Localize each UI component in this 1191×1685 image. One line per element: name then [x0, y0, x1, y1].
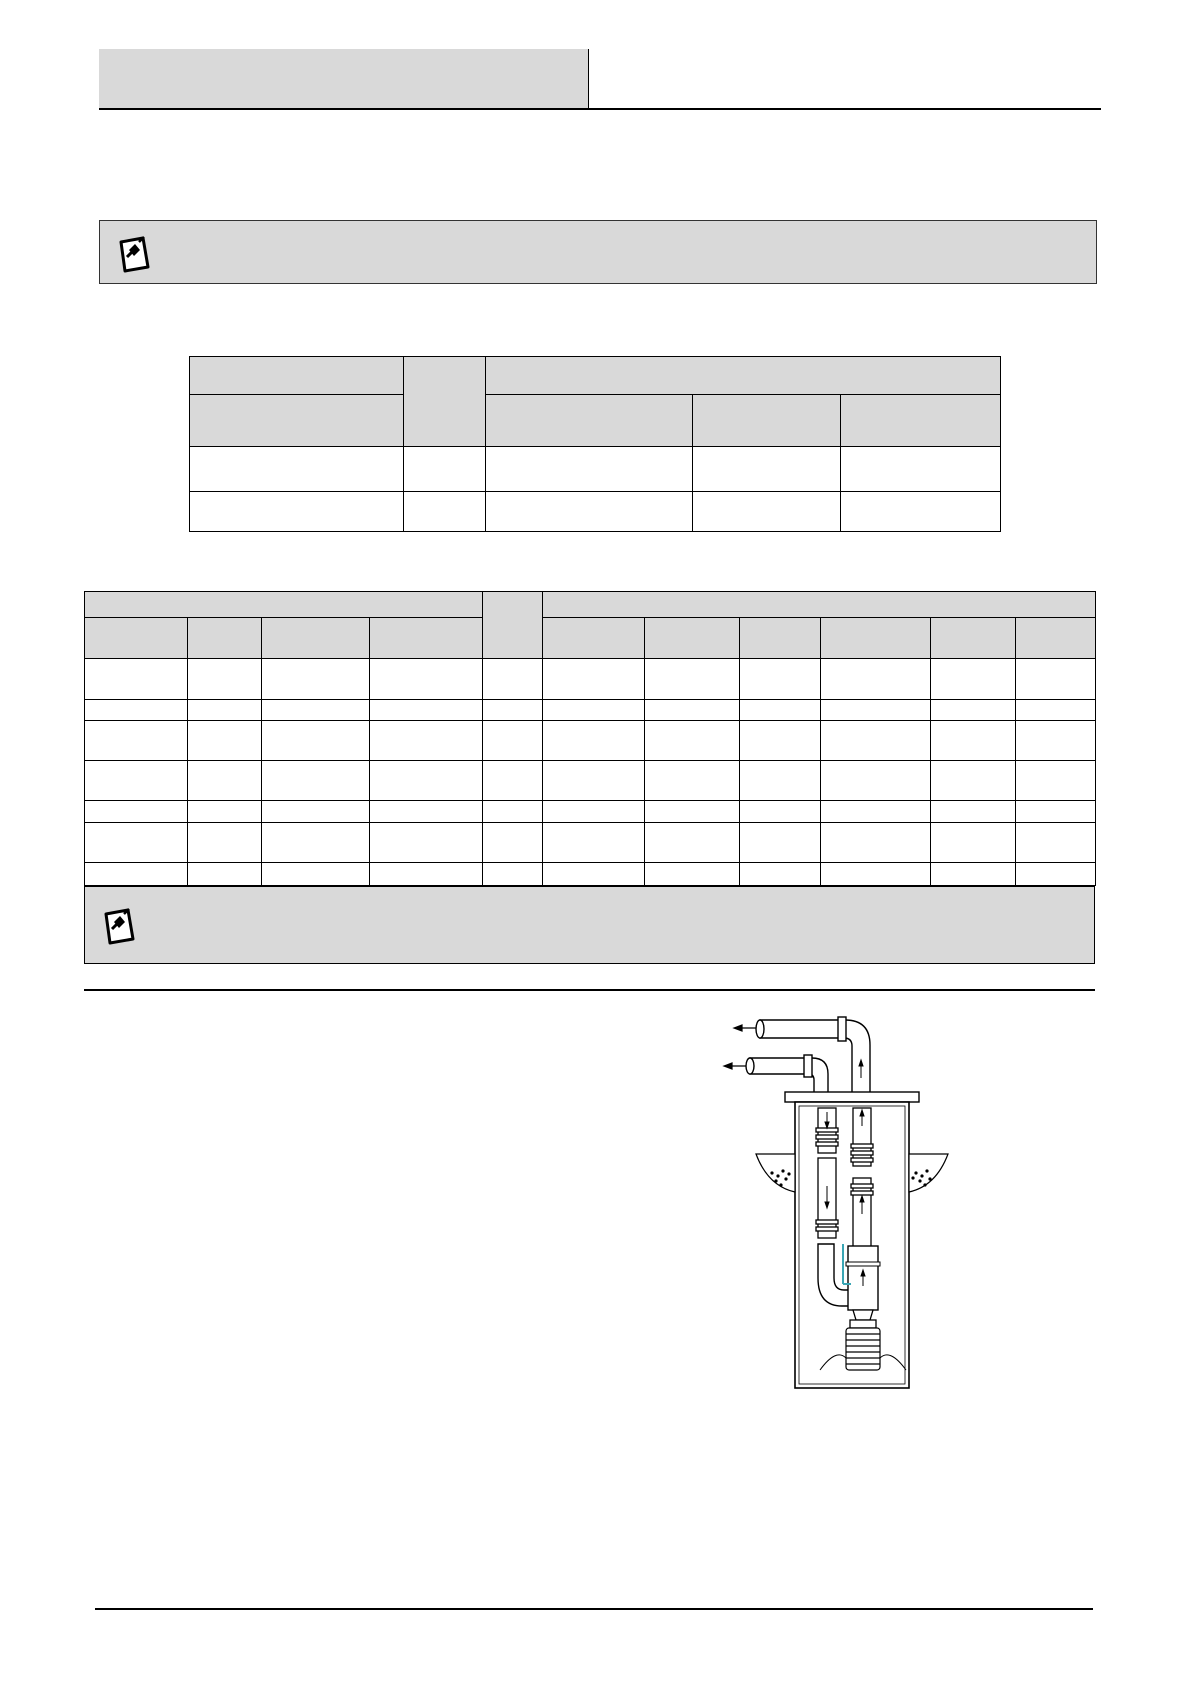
table-cell — [370, 823, 483, 863]
table-cell — [645, 700, 740, 721]
table-cell — [543, 823, 645, 863]
table-1-header-row-1 — [190, 357, 1001, 395]
table-cell — [262, 721, 370, 761]
table-cell — [821, 721, 931, 761]
table-cell — [1016, 823, 1096, 863]
table-2-header-cell — [543, 592, 1096, 618]
table-cell — [543, 761, 645, 801]
table-cell — [543, 659, 645, 700]
table-cell — [821, 863, 931, 886]
table-2 — [84, 591, 1096, 886]
table-2-header-cell — [645, 618, 740, 659]
table-cell — [188, 863, 262, 886]
table-cell — [931, 823, 1016, 863]
table-cell — [262, 823, 370, 863]
table-cell — [483, 721, 543, 761]
table-cell — [262, 659, 370, 700]
table-1-header-cell — [693, 395, 841, 447]
table-2-header-cell — [931, 618, 1016, 659]
table-cell — [85, 761, 188, 801]
table-row — [190, 492, 1001, 532]
table-2-header-cell — [188, 618, 262, 659]
table-cell — [1016, 721, 1096, 761]
table-cell — [188, 700, 262, 721]
table-cell — [543, 721, 645, 761]
table-cell — [645, 863, 740, 886]
table-cell — [85, 721, 188, 761]
table-cell — [693, 447, 841, 492]
table-2-header-cell — [85, 618, 188, 659]
table-1-header-cell — [841, 395, 1001, 447]
table-2-header-cell — [262, 618, 370, 659]
table-cell — [85, 659, 188, 700]
table-cell — [370, 659, 483, 700]
table-cell — [188, 801, 262, 823]
table-cell — [931, 801, 1016, 823]
table-cell — [483, 761, 543, 801]
table-1 — [189, 356, 1001, 532]
table-cell — [188, 761, 262, 801]
table-2-header-cell — [85, 592, 483, 618]
table-cell — [404, 492, 486, 532]
header-title-box — [99, 49, 589, 108]
table-2-header-cell — [370, 618, 483, 659]
table-1-header-cell — [404, 357, 486, 447]
table-cell — [262, 761, 370, 801]
table-1-header-cell — [486, 357, 1001, 395]
table-cell — [1016, 801, 1096, 823]
table-cell — [190, 447, 404, 492]
table-cell — [190, 492, 404, 532]
table-cell — [821, 801, 931, 823]
table-cell — [404, 447, 486, 492]
table-row — [85, 863, 1096, 886]
table-cell — [483, 700, 543, 721]
note-box-top — [99, 220, 1097, 284]
table-cell — [543, 863, 645, 886]
table-row — [85, 761, 1096, 801]
table-cell — [85, 823, 188, 863]
table-cell — [85, 863, 188, 886]
footer-rule — [95, 1608, 1093, 1610]
table-cell — [370, 721, 483, 761]
table-cell — [645, 721, 740, 761]
table-cell — [262, 700, 370, 721]
table-cell — [693, 492, 841, 532]
table-cell — [821, 700, 931, 721]
table-cell — [740, 721, 821, 761]
table-1-header-cell — [486, 395, 693, 447]
table-2-header-cell — [1016, 618, 1096, 659]
table-2-header-row-1 — [85, 592, 1096, 618]
note-icon — [114, 233, 156, 275]
table-2-header-row-2 — [85, 618, 1096, 659]
table-cell — [931, 721, 1016, 761]
table-cell — [85, 700, 188, 721]
table-cell — [645, 823, 740, 863]
table-cell — [1016, 659, 1096, 700]
table-cell — [1016, 761, 1096, 801]
table-cell — [1016, 700, 1096, 721]
table-row — [85, 801, 1096, 823]
table-cell — [262, 801, 370, 823]
table-cell — [486, 492, 693, 532]
table-cell — [370, 761, 483, 801]
table-cell — [931, 700, 1016, 721]
table-row — [85, 700, 1096, 721]
table-cell — [188, 721, 262, 761]
table-cell — [931, 863, 1016, 886]
table-2-header-cell — [543, 618, 645, 659]
table-cell — [262, 863, 370, 886]
table-cell — [645, 801, 740, 823]
table-cell — [931, 761, 1016, 801]
table-cell — [483, 801, 543, 823]
table-cell — [740, 659, 821, 700]
note-icon — [99, 905, 141, 947]
table-cell — [740, 700, 821, 721]
table-cell — [821, 659, 931, 700]
table-cell — [645, 761, 740, 801]
table-cell — [483, 659, 543, 700]
table-cell — [370, 863, 483, 886]
note-box-bottom — [84, 886, 1095, 964]
table-cell — [740, 761, 821, 801]
table-row — [190, 447, 1001, 492]
table-cell — [188, 823, 262, 863]
section-divider — [84, 989, 1095, 991]
table-2-header-cell — [740, 618, 821, 659]
table-row — [85, 721, 1096, 761]
table-cell — [483, 823, 543, 863]
table-row — [85, 823, 1096, 863]
table-cell — [370, 700, 483, 721]
table-cell — [841, 492, 1001, 532]
table-cell — [188, 659, 262, 700]
table-cell — [821, 761, 931, 801]
table-cell — [841, 447, 1001, 492]
table-cell — [543, 700, 645, 721]
table-row — [85, 659, 1096, 700]
table-2-header-cell — [821, 618, 931, 659]
table-cell — [85, 801, 188, 823]
table-cell — [486, 447, 693, 492]
table-cell — [740, 801, 821, 823]
table-cell — [740, 863, 821, 886]
table-cell — [931, 659, 1016, 700]
table-cell — [645, 659, 740, 700]
well-pump-diagram — [720, 1008, 950, 1393]
table-cell — [370, 801, 483, 823]
table-cell — [740, 823, 821, 863]
table-1-header-cell — [190, 395, 404, 447]
table-cell — [543, 801, 645, 823]
table-cell — [1016, 863, 1096, 886]
table-1-header-row-2 — [190, 395, 1001, 447]
header-rule — [99, 108, 1101, 110]
table-cell — [821, 823, 931, 863]
table-cell — [483, 863, 543, 886]
table-1-header-cell — [190, 357, 404, 395]
table-2-header-cell — [483, 592, 543, 659]
